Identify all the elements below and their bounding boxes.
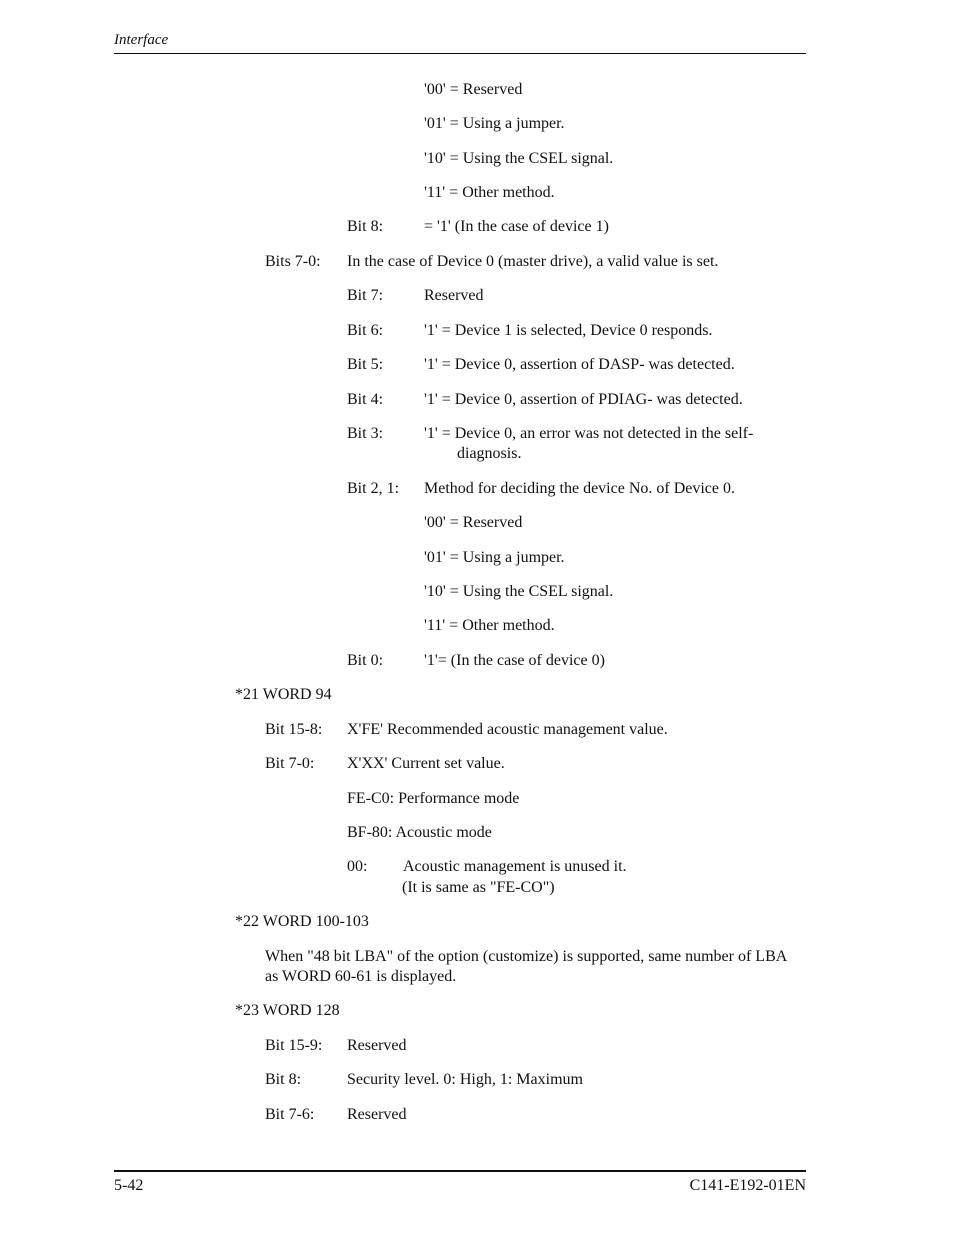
word94-00-note: (It is same as "FE-CO") xyxy=(402,879,555,896)
word94-performance-mode: FE-C0: Performance mode xyxy=(347,790,520,807)
bit7-label: Bit 7: xyxy=(347,287,384,304)
method2-csel: '10' = Using the CSEL signal. xyxy=(424,583,614,600)
method-reserved: '00' = Reserved xyxy=(424,81,523,98)
method-jumper: '01' = Using a jumper. xyxy=(424,115,565,132)
bits70-label: Bits 7-0: xyxy=(265,253,321,270)
bit21-text: Method for deciding the device No. of Device 0. xyxy=(424,480,736,497)
page-number: 5-42 xyxy=(114,1177,144,1194)
word94-00-label: 00: xyxy=(347,858,368,875)
bits70-text: In the case of Device 0 (master drive), a valid value is set. xyxy=(347,253,719,270)
word128-bit159-text: Reserved xyxy=(347,1037,407,1054)
word94-acoustic-mode: BF-80: Acoustic mode xyxy=(347,824,492,841)
word128-bit76-label: Bit 7-6: xyxy=(265,1106,315,1123)
word94-bit158-text: X'FE' Recommended acoustic management value. xyxy=(347,721,668,738)
footer-rule xyxy=(114,1170,806,1172)
word128-bit8-label: Bit 8: xyxy=(265,1071,302,1088)
bit7-text: Reserved xyxy=(424,287,484,304)
bit6-text: '1' = Device 1 is selected, Device 0 responds. xyxy=(424,322,713,339)
bit8-text: = '1' (In the case of device 1) xyxy=(424,218,609,235)
bit3-continuation: diagnosis. xyxy=(457,445,522,462)
method-other: '11' = Other method. xyxy=(424,184,555,201)
word100-heading: *22 WORD 100-103 xyxy=(235,913,369,930)
word94-heading: *21 WORD 94 xyxy=(235,686,332,703)
bit3-label: Bit 3: xyxy=(347,425,384,442)
bit3-text: '1' = Device 0, an error was not detected in the self- xyxy=(424,425,754,442)
method-csel: '10' = Using the CSEL signal. xyxy=(424,150,614,167)
word94-bit70-text: X'XX' Current set value. xyxy=(347,755,505,772)
method2-other: '11' = Other method. xyxy=(424,617,555,634)
header-rule xyxy=(114,53,806,54)
method2-reserved: '00' = Reserved xyxy=(424,514,523,531)
word94-00-text: Acoustic management is unused it. xyxy=(403,858,627,875)
running-header: Interface xyxy=(114,32,169,48)
bit6-label: Bit 6: xyxy=(347,322,384,339)
word100-description: When "48 bit LBA" of the option (customize) is supported, same number of LBA as WORD 60-61 is displayed. xyxy=(265,948,787,985)
bit0-text: '1'= (In the case of device 0) xyxy=(424,652,605,669)
word94-bit158-label: Bit 15-8: xyxy=(265,721,323,738)
word128-bit76-text: Reserved xyxy=(347,1106,407,1123)
document-id: C141-E192-01EN xyxy=(689,1177,806,1194)
word128-bit159-label: Bit 15-9: xyxy=(265,1037,323,1054)
bit5-label: Bit 5: xyxy=(347,356,384,373)
bit4-text: '1' = Device 0, assertion of PDIAG- was detected. xyxy=(424,391,743,408)
bit5-text: '1' = Device 0, assertion of DASP- was detected. xyxy=(424,356,735,373)
bit8-label: Bit 8: xyxy=(347,218,384,235)
bit0-label: Bit 0: xyxy=(347,652,384,669)
method2-jumper: '01' = Using a jumper. xyxy=(424,549,565,566)
bit21-label: Bit 2, 1: xyxy=(347,480,400,497)
word128-heading: *23 WORD 128 xyxy=(235,1002,340,1019)
word128-bit8-text: Security level. 0: High, 1: Maximum xyxy=(347,1071,583,1088)
bit4-label: Bit 4: xyxy=(347,391,384,408)
word94-bit70-label: Bit 7-0: xyxy=(265,755,315,772)
